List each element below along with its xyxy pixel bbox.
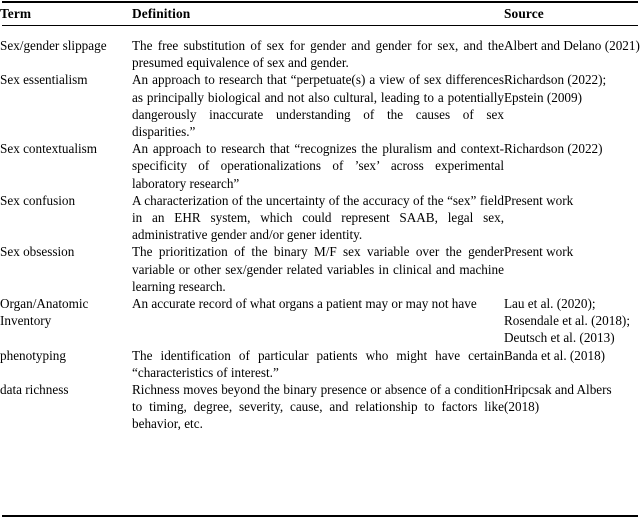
cell-term: Sex/gender slippage <box>0 38 107 53</box>
cell-term: Sex confusion <box>0 192 76 208</box>
cell-term: data richness <box>0 382 69 398</box>
cell-definition: An approach to research that “recognizes the pluralism and context-specificity of operationalizations of ’sex’ across experimental laboratory research” <box>132 141 504 191</box>
cell-term: Sex contextualism <box>0 141 98 157</box>
table-row <box>0 347 640 381</box>
cell-source: Present work <box>504 244 574 260</box>
table-row <box>0 30 640 71</box>
table-bottom-rule <box>2 515 638 517</box>
cell-source: Richardson (2022) <box>504 141 603 157</box>
column-header-source: Source <box>504 6 544 21</box>
cell-definition: A characterization of the uncertainty of the accuracy of the “sex” field in an EHR system, which could represent SAAB, legal sex, administrative gender and/or gener identity. <box>132 192 504 243</box>
table-top-rule <box>2 1 638 3</box>
table-row <box>0 381 640 433</box>
cell-source: Albert and Delano (2021) <box>504 38 640 53</box>
cell-definition: The prioritization of the binary M/F sex variable over the gender variable or other sex/gender related variables in clinical and machine learning research. <box>132 244 504 294</box>
table-row <box>0 140 640 192</box>
table-row <box>0 243 640 295</box>
table-row <box>0 71 640 140</box>
cell-term: Sex obsession <box>0 244 75 260</box>
column-header-term: Term <box>0 6 32 21</box>
cell-term: Organ/Anatomic Inventory <box>0 296 89 329</box>
cell-term: phenotyping <box>0 347 66 363</box>
cell-source: Hripcsak and Albers (2018) <box>504 382 612 415</box>
cell-term: Sex essentialism <box>0 72 88 88</box>
table-body <box>0 30 640 433</box>
table-row <box>0 295 640 347</box>
cell-definition: An approach to research that “perpetuate(s) a view of sex differences as principally biological and not also cultural, leading to a potentially dangerously inaccurate understanding of the causes of sex disparities.” <box>132 72 504 140</box>
cell-source: Present work <box>504 192 574 208</box>
table-header-rule <box>2 25 638 26</box>
cell-definition: The free substitution of sex for gender and gender for sex, and the presumed equivalence of sex and gender. <box>132 38 504 71</box>
table-row <box>0 192 640 244</box>
column-header-definition: Definition <box>132 6 191 21</box>
cell-source: Lau et al. (2020); Rosendale et al. (2018); Deutsch et al. (2013) <box>504 296 630 346</box>
cell-definition: An accurate record of what organs a patient may or may not have <box>132 296 477 312</box>
cell-definition: The identification of particular patients who might have certain “characteristics of interest.” <box>132 347 504 380</box>
cell-source: Banda et al. (2018) <box>504 347 606 363</box>
cell-definition: Richness moves beyond the binary presence or absence of a condition to timing, degree, severity, cause, and relationship to factors like behavior, etc. <box>132 382 504 432</box>
cell-source: Richardson (2022); Epstein (2009) <box>504 72 607 105</box>
